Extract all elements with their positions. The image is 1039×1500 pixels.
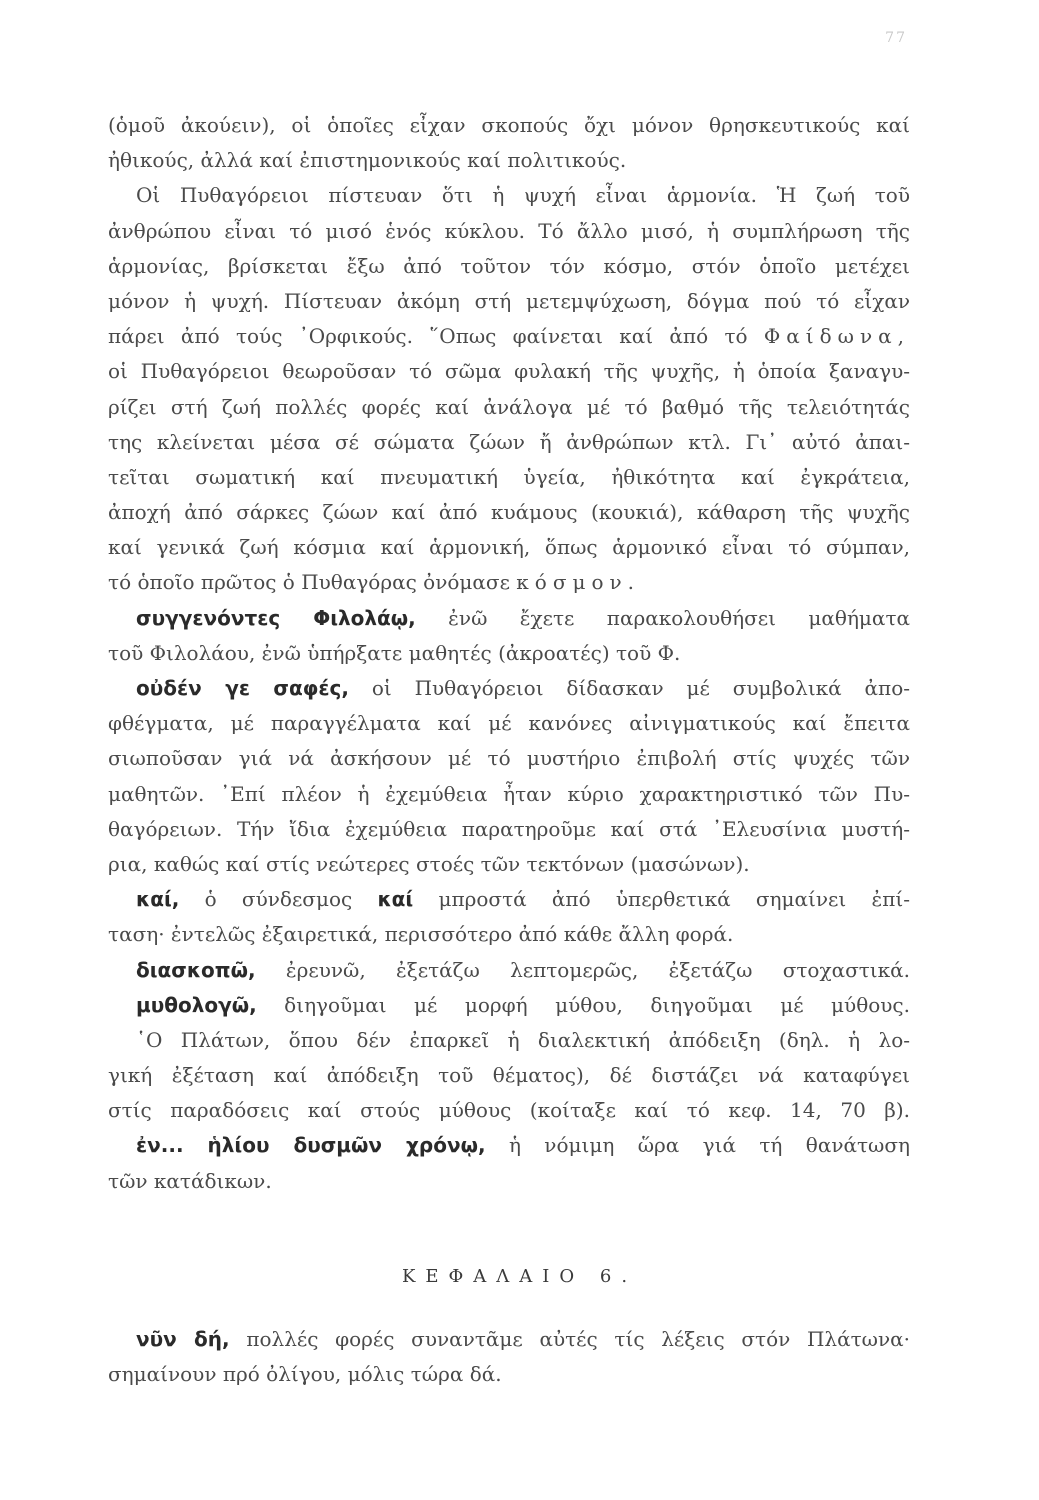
- lemma: καί,: [136, 887, 180, 912]
- text-line: [108, 214, 910, 249]
- text-line: [108, 425, 910, 460]
- text-line: [108, 917, 910, 952]
- text-line: [108, 1128, 910, 1163]
- line-text: ὁ σύνδεσμος: [179, 887, 378, 912]
- lemma: καί: [377, 887, 414, 912]
- text-line: [108, 636, 910, 671]
- line-text: μόνον ἡ ψυχή. Πίστευαν ἀκόμη στή μετεμψύχωση, δόγμα πού τό εἶχαν: [108, 288, 910, 313]
- line-text: (ὁμοῦ ἀκούειν), οἱ ὁποῖες εἶχαν σκοπούς ὄχι μόνον θρησκευτικούς καί: [108, 113, 910, 137]
- text-line: [108, 812, 910, 847]
- text-line: [108, 1093, 910, 1128]
- chapter-6-text: [108, 1322, 910, 1392]
- text-line: [108, 953, 910, 988]
- line-text: θαγόρειων. Τήν ἴδια ἐχεμύθεια παρατηροῦμε καί στά ᾿Ελευσίνια μυστή-: [108, 816, 910, 841]
- text-line: [108, 249, 910, 284]
- lemma: συγγενόντες Φιλολάῳ,: [136, 605, 416, 630]
- lemma: διασκοπῶ,: [136, 957, 256, 982]
- line-text: ῾Ο Πλάτων, ὅπου δέν ἐπαρκεῖ ἡ διαλεκτική ἀπόδειξη (δηλ. ἡ λο-: [136, 1027, 910, 1052]
- line-text: τῶν κατάδικων.: [108, 1168, 272, 1193]
- line-text: πάρει ἀπό τούς ᾿Ορφικούς. ῞Οπως φαίνεται καί ἀπό τό: [108, 324, 764, 349]
- text-line: [108, 706, 910, 741]
- line-text: διηγοῦμαι μέ μορφή μύθου, διηγοῦμαι μέ μύθους.: [256, 992, 910, 1017]
- page-number: 77: [885, 30, 907, 46]
- text-line: [108, 671, 910, 706]
- spaced-word: κόσμον.: [516, 570, 641, 595]
- line-text: ἀποχή ἀπό σάρκες ζώων καί ἀπό κυάμους (κουκιά), κάθαρση τῆς ψυχῆς: [108, 500, 910, 525]
- text-line: [108, 847, 910, 882]
- text-line: [108, 565, 910, 600]
- text-line: [108, 1164, 910, 1199]
- text-line: [108, 178, 910, 213]
- line-text: ρια, καθώς καί στίς νεώτερες στοές τῶν τεκτόνων (μασώνων).: [108, 851, 750, 876]
- line-text: στίς παραδόσεις καί στούς μύθους (κοίταξε καί τό κεφ. 14, 70 β).: [108, 1098, 910, 1123]
- line-text: ἐρευνῶ, ἐξετάζω λεπτομερῶς, ἐξετάζω στοχαστικά.: [255, 957, 910, 982]
- lemma: ἐν... ἡλίου δυσμῶν χρόνῳ,: [136, 1133, 486, 1158]
- commentary-text: [108, 108, 910, 1199]
- line-text: οἱ Πυθαγόρειοι δίδασκαν μέ συμβολικά ἀπο-: [348, 676, 910, 700]
- line-text: ἁρμονίας, βρίσκεται ἔξω ἀπό τοῦτον τόν κόσμο, στόν ὁποῖο μετέχει: [108, 253, 910, 278]
- text-line: [108, 777, 910, 812]
- spaced-title: Φαίδωνα,: [763, 324, 910, 349]
- line-text: πολλές φορές συναντᾶμε αὐτές τίς λέξεις στόν Πλάτωνα·: [229, 1327, 910, 1351]
- text-line: [108, 1058, 910, 1093]
- lemma: οὐδέν γε σαφές,: [136, 676, 349, 700]
- line-text: μαθητῶν. ᾿Επί πλέον ἡ ἐχεμύθεια ἦταν κύριο χαρακτηριστικό τῶν Πυ-: [108, 781, 910, 806]
- text-line: [108, 319, 910, 354]
- line-text: σημαίνουν πρό ὀλίγου, μόλις τώρα δά.: [108, 1362, 502, 1387]
- text-line: [108, 108, 910, 143]
- line-text: μπροστά ἀπό ὑπερθετικά σημαίνει ἐπί-: [413, 887, 910, 912]
- text-line: [108, 390, 910, 425]
- line-text: καί γενικά ζωή κόσμια καί ἁρμονική, ὅπως ἁρμονικό εἶναι τό σύμπαν,: [108, 535, 910, 560]
- line-text: ἐνῶ ἔχετε παρακολουθήσει μαθήματα: [415, 605, 911, 630]
- text-line: [108, 460, 910, 495]
- line-text: φθέγματα, μέ παραγγέλματα καί μέ κανόνες αἰνιγματικούς καί ἔπειτα: [108, 711, 910, 736]
- line-text: τεῖται σωματική καί πνευματική ὑγεία, ἠθικότητα καί ἐγκράτεια,: [108, 464, 910, 489]
- chapter-heading: ΚΕΦΑΛΑΙΟ 6.: [401, 1266, 638, 1287]
- line-text: ταση· ἐντελῶς ἐξαιρετικά, περισσότερο ἀπό κάθε ἄλλη φορά.: [108, 922, 734, 947]
- text-line: [108, 1357, 910, 1392]
- line-text: τοῦ Φιλολάου, ἐνῶ ὑπήρξατε μαθητές (ἀκροατές) τοῦ Φ.: [108, 640, 681, 665]
- text-line: [108, 354, 910, 389]
- line-text: οἱ Πυθαγόρειοι θεωροῦσαν τό σῶμα φυλακή τῆς ψυχῆς, ἡ ὁποία ξαναγυ-: [108, 359, 910, 384]
- line-text: της κλείνεται μέσα σέ σώματα ζώων ἤ ἀνθρώπων κτλ. Γι᾿ αὐτό ἀπαι-: [108, 429, 910, 454]
- line-text: τό ὁποῖο πρῶτος ὁ Πυθαγόρας ὀνόμασε: [108, 570, 517, 595]
- text-line: [108, 988, 910, 1023]
- text-line: [108, 601, 910, 636]
- text-line: [108, 143, 910, 178]
- text-line: [108, 495, 910, 530]
- line-text: γική ἐξέταση καί ἀπόδειξη τοῦ θέματος), δέ διστάζει νά καταφύγει: [108, 1063, 910, 1088]
- line-text: ἡ νόμιμη ὥρα γιά τή θανάτωση: [485, 1133, 910, 1158]
- text-line: [108, 530, 910, 565]
- text-line: [108, 284, 910, 319]
- lemma: νῦν δή,: [136, 1327, 230, 1351]
- text-line: [108, 1322, 910, 1357]
- text-line: [108, 882, 910, 917]
- line-text: ἀνθρώπου εἶναι τό μισό ἑνός κύκλου. Τό ἄλλο μισό, ἡ συμπλήρωση τῆς: [108, 218, 910, 243]
- line-text: ἠθικούς, ἀλλά καί ἐπιστημονικούς καί πολιτικούς.: [108, 148, 627, 173]
- line-text: Οἱ Πυθαγόρειοι πίστευαν ὅτι ἡ ψυχή εἶναι ἁρμονία. Ἡ ζωή τοῦ: [136, 183, 910, 208]
- text-line: [108, 1023, 910, 1058]
- line-text: σιωποῦσαν γιά νά ἀσκήσουν μέ τό μυστήριο ἐπιβολή στίς ψυχές τῶν: [108, 746, 910, 771]
- lemma: μυθολογῶ,: [136, 992, 257, 1017]
- text-line: [108, 741, 910, 776]
- line-text: ρίζει στή ζωή πολλές φορές καί ἀνάλογα μέ τό βαθμό τῆς τελειότητάς: [108, 394, 910, 419]
